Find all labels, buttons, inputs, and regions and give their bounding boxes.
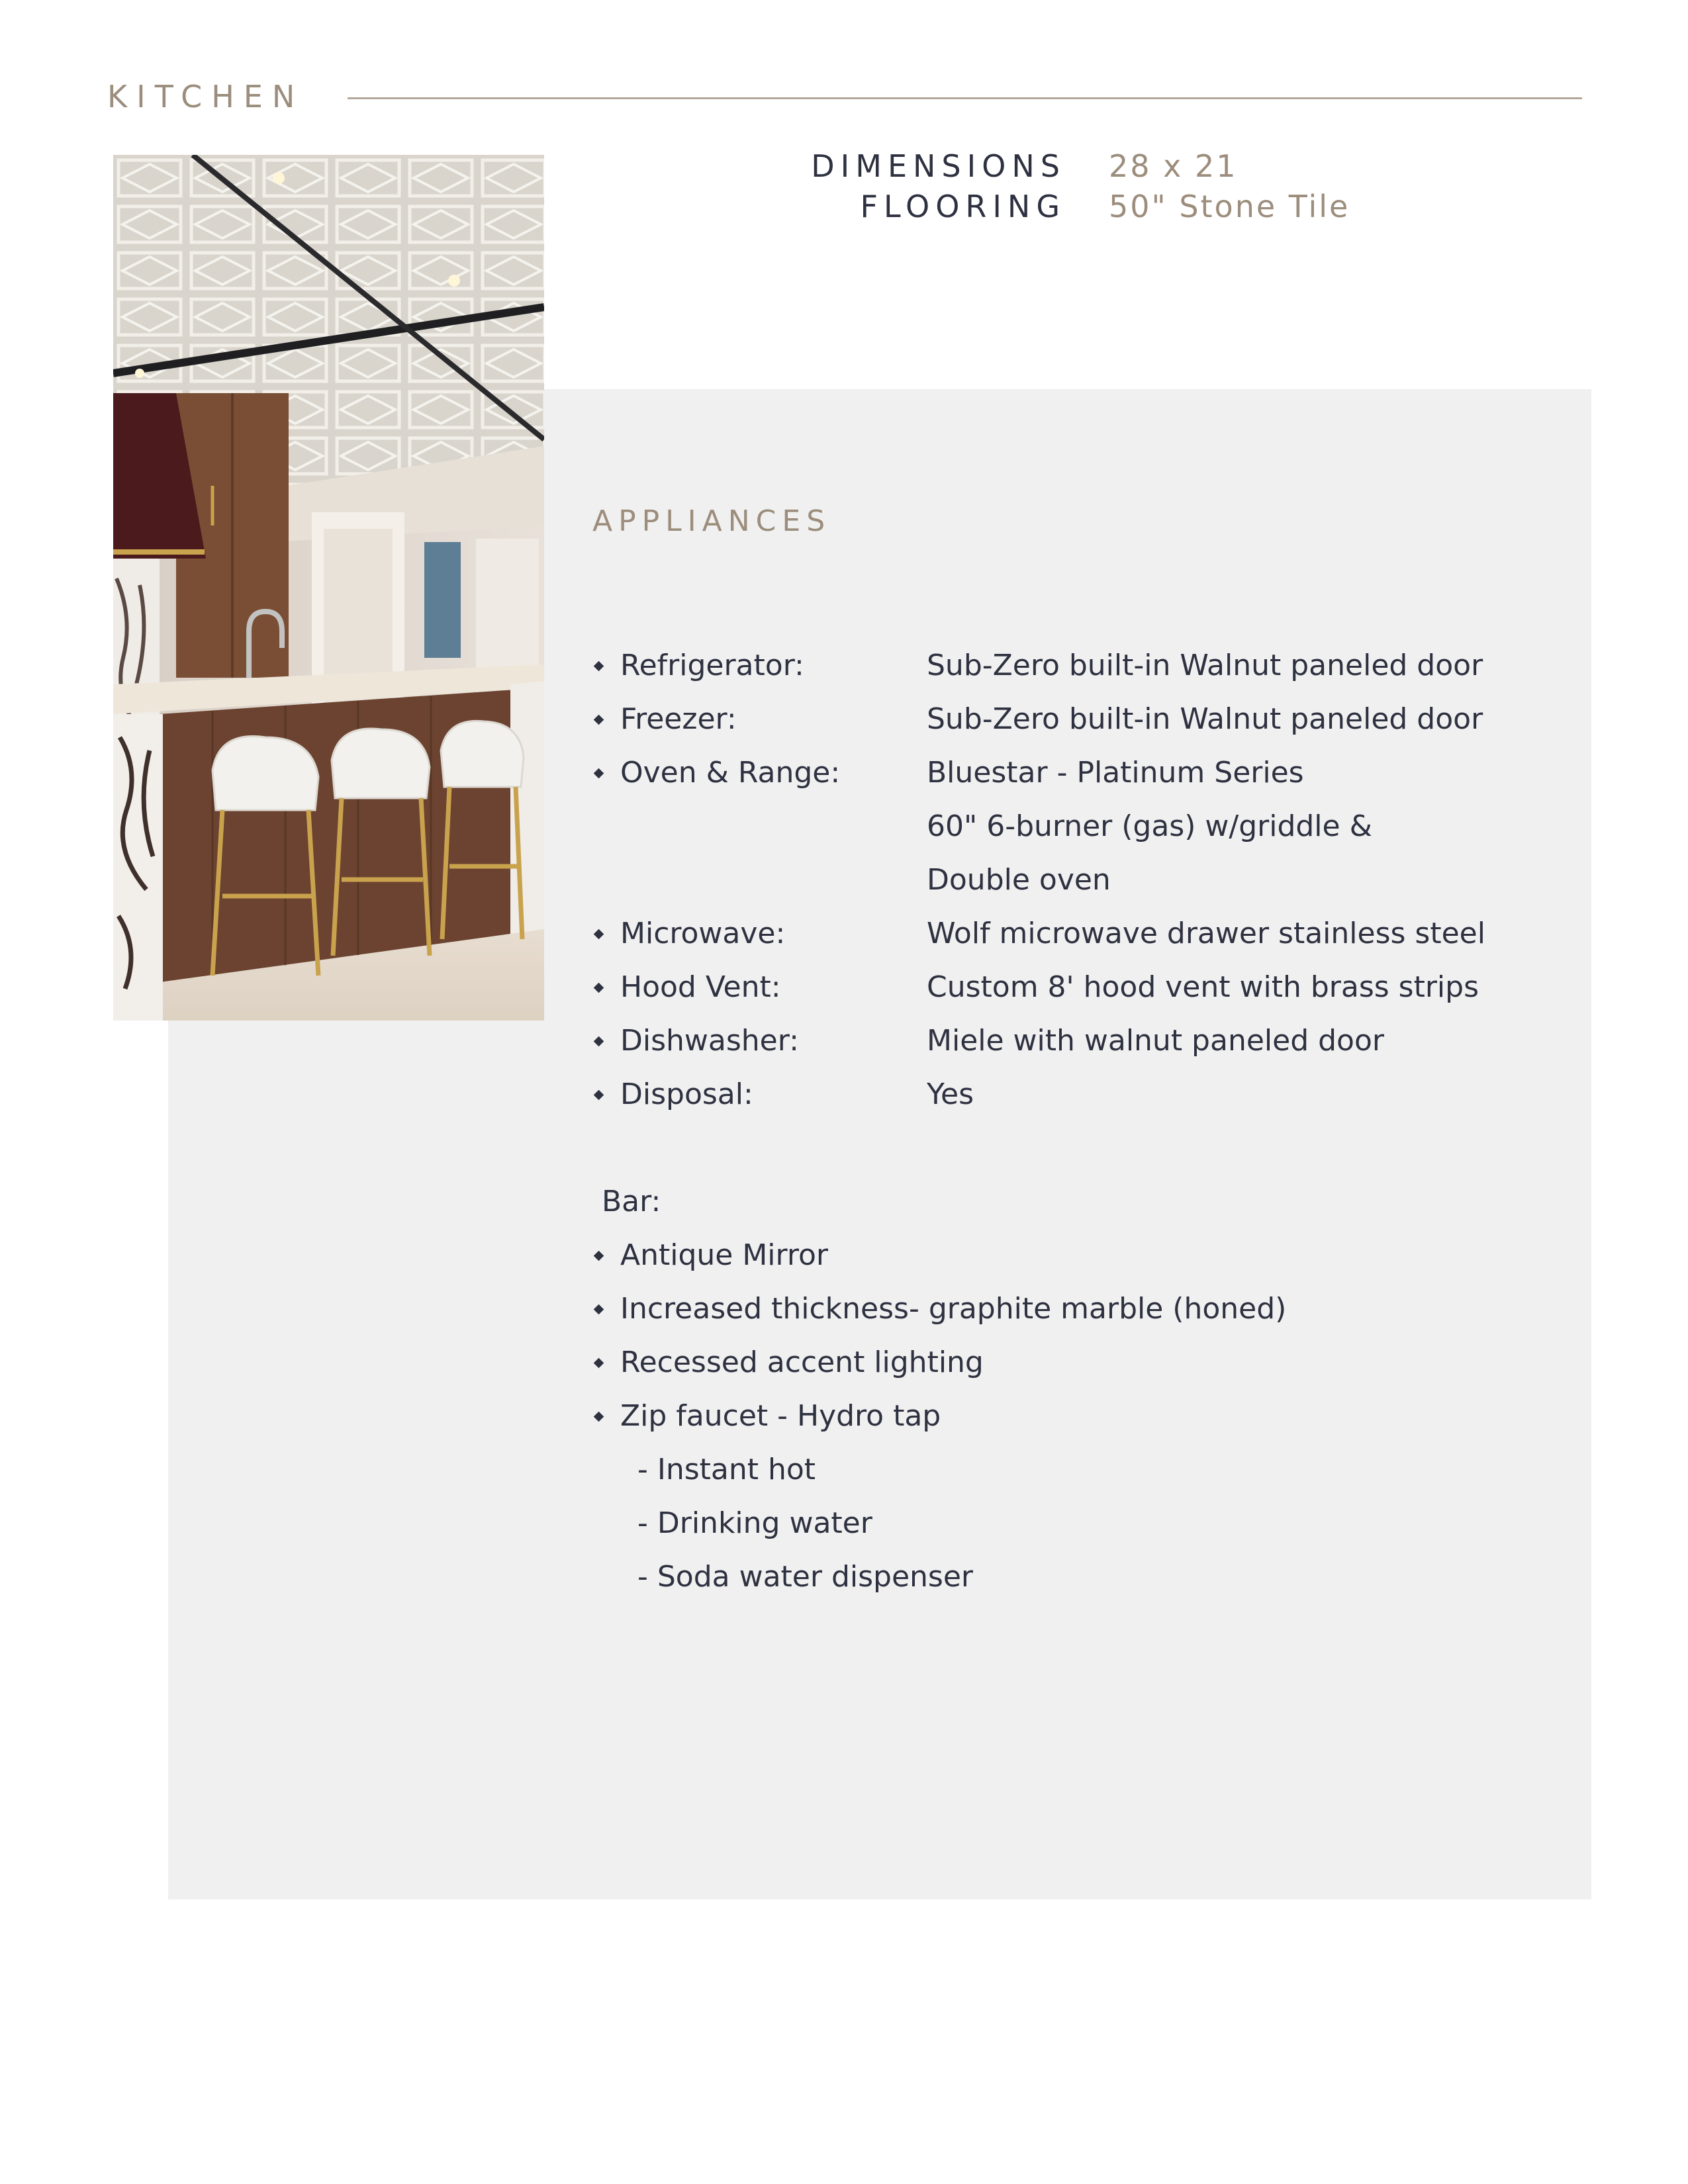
- item-value: Bluestar - Platinum Series: [927, 756, 1304, 790]
- item-label: Refrigerator:: [620, 649, 804, 682]
- item-value: Sub-Zero built-in Walnut paneled door: [927, 702, 1483, 736]
- spec-row-flooring: [662, 189, 1456, 229]
- item-label: Freezer:: [620, 702, 737, 736]
- item-label: Disposal:: [620, 1077, 753, 1111]
- spec-row-dimensions: [662, 148, 1456, 189]
- appliances-heading: APPLIANCES: [592, 504, 831, 538]
- bullet-icon: [594, 1412, 604, 1422]
- item-label: Oven & Range:: [620, 756, 841, 790]
- bullet-icon: [594, 1304, 604, 1315]
- item-value: Miele with walnut paneled door: [927, 1024, 1384, 1058]
- bar-list: [592, 1235, 1287, 1610]
- spec-value: 28 x 21: [1109, 148, 1238, 184]
- bullet-icon: [594, 1358, 604, 1369]
- item-label: Dishwasher:: [620, 1024, 799, 1058]
- item-value: Sub-Zero built-in Walnut paneled door: [927, 649, 1483, 682]
- item-value: Double oven: [927, 863, 1111, 897]
- spec-label: DIMENSIONS: [811, 148, 1066, 184]
- item-value: 60" 6-burner (gas) w/griddle &: [927, 809, 1372, 843]
- sub-list-item: - Soda water dispenser: [637, 1560, 973, 1594]
- title-divider: [348, 97, 1582, 99]
- list-item: [592, 1289, 1287, 1342]
- spec-label: FLOORING: [860, 189, 1066, 224]
- item-label: Zip faucet - Hydro tap: [620, 1399, 941, 1433]
- list-item: [592, 1342, 984, 1396]
- item-label: Increased thickness- graphite marble (honed): [620, 1292, 1287, 1326]
- item-label: Microwave:: [620, 917, 786, 950]
- item-value: Wolf microwave drawer stainless steel: [927, 917, 1485, 950]
- bullet-icon: [594, 1251, 604, 1261]
- sub-list-item: - Drinking water: [637, 1506, 872, 1540]
- item-value: Yes: [927, 1077, 974, 1111]
- list-item: [592, 1396, 973, 1449]
- kitchen-photo: [113, 155, 544, 1021]
- bar-heading: Bar:: [602, 1185, 661, 1218]
- sub-list-item: - Instant hot: [637, 1453, 816, 1486]
- item-label: Antique Mirror: [620, 1238, 828, 1272]
- item-label: Recessed accent lighting: [620, 1345, 984, 1379]
- list-item: [592, 1235, 973, 1289]
- item-label: Hood Vent:: [620, 970, 781, 1004]
- spec-value: 50" Stone Tile: [1109, 189, 1350, 224]
- item-value: Custom 8' hood vent with brass strips: [927, 970, 1479, 1004]
- specs-block: [662, 148, 1456, 229]
- section-title: KITCHEN: [107, 79, 305, 114]
